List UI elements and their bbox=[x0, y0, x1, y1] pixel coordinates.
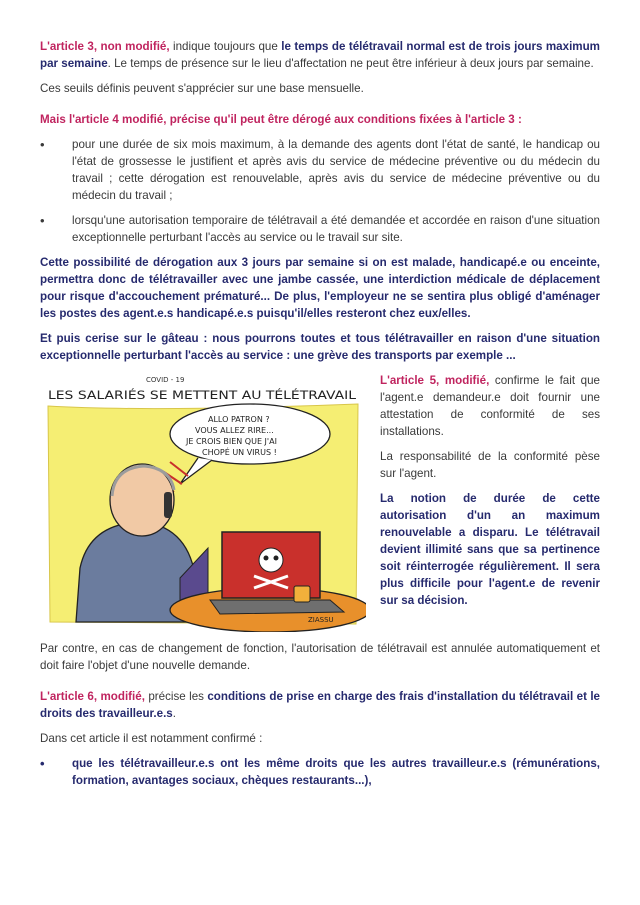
article-6-emphasis: conditions de prise en charge des frais d'installation du télétravail et le droits des travailleur.e.s bbox=[40, 690, 600, 720]
article-3-heading: L'article 3, non modifié, bbox=[40, 40, 170, 53]
bubble-line-3: JE CROIS BIEN QUE J'AI bbox=[186, 437, 277, 446]
article-4-heading: Mais l'article 4 modifié, bbox=[40, 113, 167, 126]
paragraph-article-6 bbox=[40, 688, 600, 722]
article-5-text: confirme le fait que l'agent.e demandeur.e doit fournir une attestation de conformité de ses installations. bbox=[380, 374, 600, 438]
article-5-text-column bbox=[380, 372, 600, 632]
paragraph-responsibility: La responsabilité de la conformité pèse sur l'agent. bbox=[380, 450, 600, 480]
paragraph-duration: La notion de durée de cette autorisation d'un an maximum renouvelable a disparu. Le télétravail devient illimité sans que sa pertinence soit réinterrogée régulièrement. Il sera plus difficile pour l'agent.e de revenir sur sa décision. bbox=[380, 492, 600, 607]
article-4-list bbox=[40, 136, 600, 246]
list-item: • lorsqu'une autorisation temporaire de télétravail a été demandée et accordée en raison d'une situation exceptionnelle perturbant l'accès au service ou le travail sur site. bbox=[40, 212, 600, 246]
article-5-section bbox=[40, 372, 600, 632]
bubble-line-1: ALLO PATRON ? bbox=[208, 415, 270, 424]
list-item: • que les télétravailleur.e.s ont les même droits que les autres travailleur.e.s (rémunérations, formation, avantages sociaux, chèques restaurants...), bbox=[40, 755, 600, 789]
bubble-line-2: VOUS ALLEZ RIRE... bbox=[195, 426, 274, 435]
article-4-intro: précise qu'il peut être dérogé aux conditions fixées à l'article 3 : bbox=[166, 113, 522, 126]
telework-cartoon-image bbox=[40, 372, 366, 632]
paragraph-change-of-function: Par contre, en cas de changement de fonction, l'autorisation de télétravail est annulée automatiquement et doit faire l'objet d'une nouvelle demande. bbox=[40, 642, 600, 672]
phone-icon bbox=[164, 492, 172, 518]
document-page bbox=[40, 38, 600, 797]
skull-icon bbox=[259, 548, 283, 572]
paragraph-cerise: Et puis cerise sur le gâteau : nous pourrons toutes et tous télétravailler en raison d'une situation exceptionnelle perturbant l'accès au service : une grève des transports par exemple ... bbox=[40, 332, 600, 362]
mug-icon bbox=[294, 586, 310, 602]
cartoon-signature: ZIASSU bbox=[308, 616, 334, 624]
paragraph-article-4 bbox=[40, 111, 600, 128]
paragraph-confirmed: Dans cet article il est notamment confirmé : bbox=[40, 732, 263, 745]
article-3-text-end: . Le temps de présence sur le lieu d'affectation ne peut être inférieur à deux jours par semaine. bbox=[107, 57, 594, 70]
paragraph-derogation: Cette possibilité de dérogation aux 3 jours par semaine si on est malade, handicapé.e ou enceinte, permettra donc de télétravailler avec une jambe cassée, une interdiction médicale de déplacement pour risque d'accouchement prématuré... De plus, l'employeur ne se sentira plus obligé d'aménager les postes des agent.e.s handicapé.e.s puisqu'il/elles resteront chez eux/elles. bbox=[40, 256, 600, 320]
cartoon-headline: LES SALARIÉS SE METTENT AU TÉLÉTRAVAIL bbox=[48, 388, 303, 402]
article-6-text-end: . bbox=[172, 707, 176, 720]
article-3-emphasis: le temps de télétravail normal est de trois jours maximum par semaine bbox=[40, 40, 600, 70]
list-item: • pour une durée de six mois maximum, à la demande des agents dont l'état de santé, le handicap ou l'état de grossesse le justifient et après avis du service de médecine préventive ou du médecin du travail ; cette dérogation est renouvelable, après avis du service de médecine préventive ou du médecin du travail ; bbox=[40, 136, 600, 204]
cartoon-covid-caption: COVID - 19 bbox=[146, 376, 185, 384]
article-5-heading: L'article 5, modifié, bbox=[380, 374, 490, 387]
article-6-list bbox=[40, 755, 600, 789]
paragraph-article-5 bbox=[380, 372, 600, 440]
article-3-text: indique toujours que bbox=[169, 40, 282, 53]
bubble-line-4: CHOPÉ UN VIRUS ! bbox=[202, 448, 277, 457]
article-6-text: précise les bbox=[144, 690, 208, 703]
paragraph-article-3 bbox=[40, 38, 600, 72]
paragraph-thresholds: Ces seuils définis peuvent s'apprécier sur une base mensuelle. bbox=[40, 82, 364, 95]
article-6-heading: L'article 6, modifié, bbox=[40, 690, 145, 703]
